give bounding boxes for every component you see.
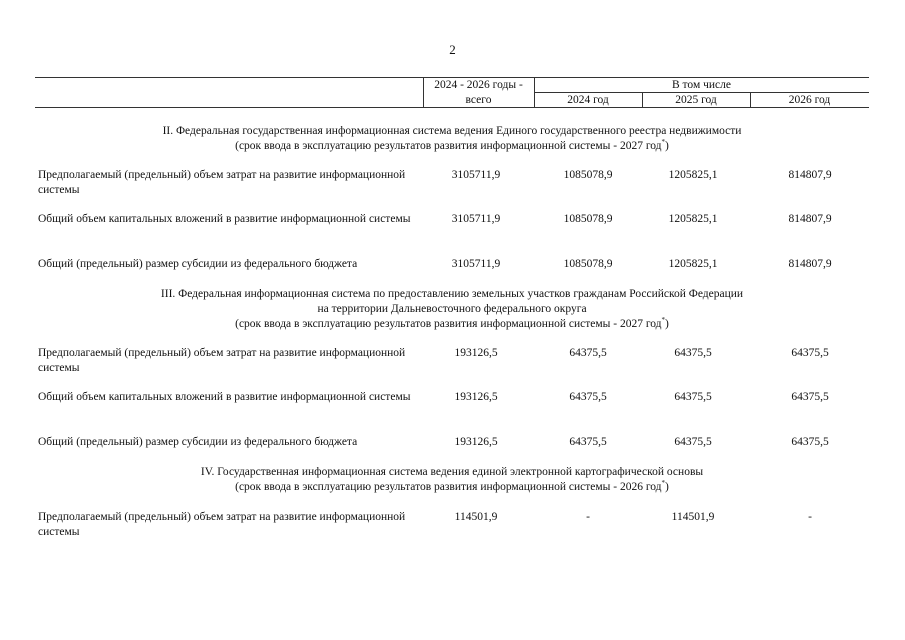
cell-2026: 64375,5 [791, 391, 829, 403]
row-label: Предполагаемый (предельный) объем затрат на развитие информационной системы [38, 169, 406, 196]
section-title [35, 124, 869, 154]
cell-2024: 1085078,9 [563, 169, 613, 181]
cell-2026: 814807,9 [788, 213, 832, 225]
header-year-2026: 2026 год [788, 94, 831, 106]
section-title-line: II. Федеральная государственная информационная система ведения Единого государственного реестра недвижимости [162, 125, 742, 137]
cell-2025: 1205825,1 [668, 169, 718, 181]
header-bottom-rule [35, 107, 869, 108]
section-title-line: (срок ввода в эксплуатацию результатов развития информационной системы - 2026 год*) [235, 479, 669, 493]
row-label: Общий объем капитальных вложений в развитие информационной системы [38, 213, 411, 225]
cell-2025: 114501,9 [671, 511, 715, 523]
section-title-line: на территории Дальневосточного федерального округа [317, 303, 587, 315]
cell-2025: 1205825,1 [668, 258, 718, 270]
cell-2026: 814807,9 [788, 169, 832, 181]
section-title [35, 465, 869, 495]
cell-2026: - [808, 511, 812, 523]
section-title-line: (срок ввода в эксплуатацию результатов развития информационной системы - 2027 год*) [235, 138, 669, 152]
cell-2025: 64375,5 [674, 347, 712, 359]
cell-2025: 64375,5 [674, 391, 712, 403]
header-year-2024: 2024 год [567, 94, 609, 106]
cell-total: 193126,5 [454, 347, 498, 359]
page-number: 2 [449, 42, 456, 57]
cell-total: 3105711,9 [451, 258, 501, 270]
cell-2026: 814807,9 [788, 258, 832, 270]
cell-total: 114501,9 [454, 511, 498, 523]
row-label: Общий (предельный) размер субсидии из федерального бюджета [38, 258, 358, 270]
section-title-line: IV. Государственная информационная система ведения единой электронной картографической основы [200, 466, 704, 478]
cell-total: 193126,5 [454, 436, 498, 448]
cell-2024: 1085078,9 [563, 213, 613, 225]
header-year-2025: 2025 год [675, 94, 717, 106]
header-total-line1: 2024 - 2026 годы - [434, 79, 523, 91]
cell-2025: 64375,5 [674, 436, 712, 448]
cell-total: 3105711,9 [451, 169, 501, 181]
cell-2025: 1205825,1 [668, 213, 718, 225]
cell-2024: 1085078,9 [563, 258, 613, 270]
section-title [35, 287, 869, 332]
cell-2024: 64375,5 [569, 391, 607, 403]
row-label: Предполагаемый (предельный) объем затрат на развитие информационной системы [38, 511, 406, 538]
section-title-line: (срок ввода в эксплуатацию результатов развития информационной системы - 2027 год*) [235, 316, 669, 330]
row-label: Общий объем капитальных вложений в развитие информационной системы [38, 391, 411, 403]
cell-total: 3105711,9 [451, 213, 501, 225]
cell-2024: 64375,5 [569, 436, 607, 448]
cell-2026: 64375,5 [791, 347, 829, 359]
cell-2026: 64375,5 [791, 436, 829, 448]
row-label: Общий (предельный) размер субсидии из федерального бюджета [38, 436, 358, 448]
cell-2024: - [586, 511, 590, 523]
row-label: Предполагаемый (предельный) объем затрат на развитие информационной системы [38, 347, 406, 374]
section-title-line: III. Федеральная информационная система по предоставлению земельных участков гражданам Российской Федерации [160, 288, 744, 300]
header-including: В том числе [672, 79, 731, 91]
header-total-line2: всего [465, 94, 492, 106]
cell-2024: 64375,5 [569, 347, 607, 359]
cell-total: 193126,5 [454, 391, 498, 403]
